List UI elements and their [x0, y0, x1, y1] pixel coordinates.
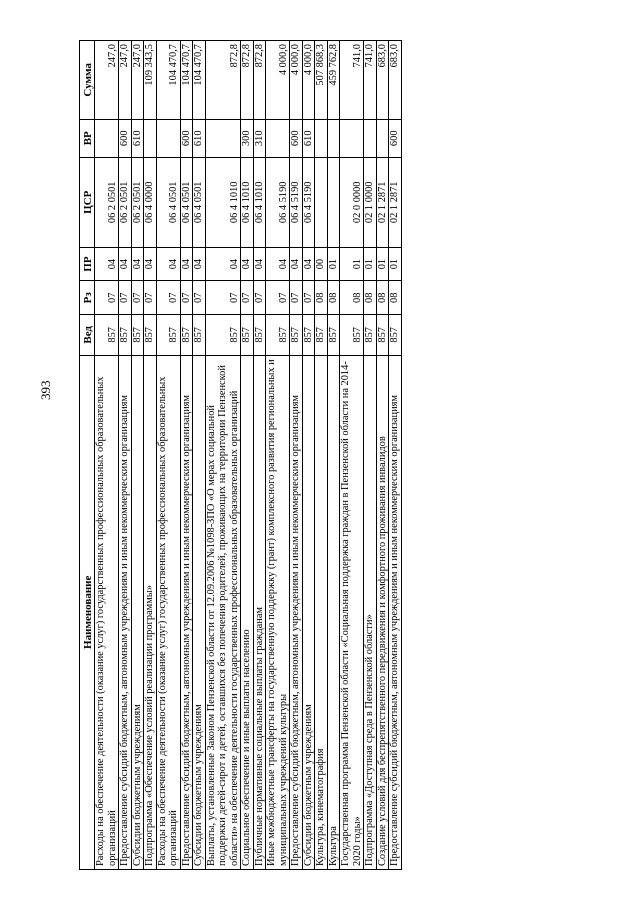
cell-pr: 04 [180, 247, 193, 281]
table-row [95, 41, 119, 870]
cell-pr: 04 [131, 247, 144, 281]
table-row [364, 41, 377, 870]
cell-pr: 04 [156, 247, 180, 281]
cell-sum: 247,0 [95, 41, 119, 120]
cell-pr: 01 [340, 247, 364, 281]
cell-name: Расходы на обеспечение деятельности (оказание услуг) государственных профессиональных образовательных организаций [95, 355, 119, 869]
cell-rz: 08 [376, 281, 389, 315]
cell-csr: 06 4 0000 [144, 157, 157, 247]
header-rz: Рз [80, 281, 95, 315]
cell-sum: 683,0 [376, 41, 389, 120]
cell-csr: 02 1 0000 [364, 157, 377, 247]
cell-sum: 507 868,3 [315, 41, 328, 120]
cell-name: Социальное обеспечение и иные выплаты населению [241, 355, 254, 869]
cell-pr: 01 [327, 247, 340, 281]
table-row [180, 41, 193, 870]
cell-name: Предоставление субсидий бюджетным, автономным учреждениям и иным некоммерческим организациям [389, 355, 402, 869]
cell-vr [364, 119, 377, 157]
cell-name: Предоставление субсидий бюджетным, автономным учреждениям и иным некоммерческим организациям [290, 355, 303, 869]
cell-name: Создание условий для беспрепятственного передвижения и комфортного проживания инвалидов [376, 355, 389, 869]
cell-name: Субсидии бюджетным учреждениям [131, 355, 144, 869]
cell-rz: 07 [156, 281, 180, 315]
cell-ved: 857 [389, 315, 402, 355]
cell-csr: 06 4 5190 [266, 157, 290, 247]
cell-ved: 857 [340, 315, 364, 355]
cell-rz: 07 [180, 281, 193, 315]
cell-vr: 600 [389, 119, 402, 157]
cell-sum: 872,8 [241, 41, 254, 120]
cell-vr [376, 119, 389, 157]
header-csr: ЦСР [80, 157, 95, 247]
cell-csr: 06 4 1010 [253, 157, 266, 247]
cell-pr: 01 [376, 247, 389, 281]
cell-ved: 857 [253, 315, 266, 355]
header-pr: ПР [80, 247, 95, 281]
table-row [266, 41, 290, 870]
cell-rz: 07 [290, 281, 303, 315]
cell-name: Государственная программа Пензенской области «Социальная поддержка граждан в Пензенской области на 2014-2020 годы» [340, 355, 364, 869]
cell-csr: 06 4 1010 [205, 157, 241, 247]
cell-pr: 04 [241, 247, 254, 281]
table-row [253, 41, 266, 870]
header-sum: Сумма [80, 41, 95, 120]
cell-ved: 857 [131, 315, 144, 355]
cell-name: Иные межбюджетные трансферты на государственную поддержку (грант) комплексного развития региональных и муниципальных учреждений культуры [266, 355, 290, 869]
page-number: 393 [38, 380, 53, 400]
cell-csr: 06 2 0501 [95, 157, 119, 247]
cell-vr: 600 [290, 119, 303, 157]
table-row [302, 41, 315, 870]
cell-pr: 04 [290, 247, 303, 281]
table-row [156, 41, 180, 870]
cell-csr: 02 1 2871 [376, 157, 389, 247]
cell-ved: 857 [144, 315, 157, 355]
cell-name: Расходы на обеспечение деятельности (оказание услуг) государственных профессиональных образовательных организаций [156, 355, 180, 869]
cell-ved: 857 [180, 315, 193, 355]
cell-vr [205, 119, 241, 157]
table-row [144, 41, 157, 870]
table-row [376, 41, 389, 870]
cell-vr: 610 [193, 119, 206, 157]
header-name: Наименование [80, 355, 95, 869]
table-row [315, 41, 328, 870]
cell-ved: 857 [364, 315, 377, 355]
cell-ved: 857 [156, 315, 180, 355]
cell-csr [315, 157, 328, 247]
cell-ved: 857 [205, 315, 241, 355]
cell-ved: 857 [327, 315, 340, 355]
cell-pr: 01 [389, 247, 402, 281]
budget-table [79, 40, 402, 870]
cell-csr: 06 2 0501 [119, 157, 132, 247]
table-row [340, 41, 364, 870]
cell-sum: 872,8 [253, 41, 266, 120]
cell-rz: 07 [144, 281, 157, 315]
cell-sum: 104 470,7 [180, 41, 193, 120]
table-row [205, 41, 241, 870]
cell-vr [156, 119, 180, 157]
cell-name: Субсидии бюджетным учреждениям [302, 355, 315, 869]
cell-name: Предоставление субсидий бюджетным, автономным учреждениям и иным некоммерческим организациям [180, 355, 193, 869]
cell-ved: 857 [193, 315, 206, 355]
cell-csr: 06 4 0501 [193, 157, 206, 247]
cell-rz: 07 [95, 281, 119, 315]
cell-rz: 08 [327, 281, 340, 315]
cell-ved: 857 [376, 315, 389, 355]
cell-ved: 857 [119, 315, 132, 355]
cell-vr [340, 119, 364, 157]
cell-pr: 01 [364, 247, 377, 281]
table-row [327, 41, 340, 870]
cell-name: Публичные нормативные социальные выплаты гражданам [253, 355, 266, 869]
cell-rz: 07 [253, 281, 266, 315]
cell-vr [327, 119, 340, 157]
cell-rz: 08 [389, 281, 402, 315]
table-row [389, 41, 402, 870]
cell-vr: 600 [119, 119, 132, 157]
cell-ved: 857 [315, 315, 328, 355]
cell-ved: 857 [302, 315, 315, 355]
cell-csr [327, 157, 340, 247]
cell-rz: 07 [241, 281, 254, 315]
cell-csr: 06 4 5190 [302, 157, 315, 247]
cell-rz: 07 [119, 281, 132, 315]
cell-pr: 04 [119, 247, 132, 281]
cell-pr: 04 [253, 247, 266, 281]
cell-pr: 04 [302, 247, 315, 281]
budget-table-rotated [79, 40, 559, 870]
cell-csr: 06 4 1010 [241, 157, 254, 247]
cell-csr: 06 2 0501 [131, 157, 144, 247]
table-row [193, 41, 206, 870]
cell-name: Подпрограмма «Доступная среда в Пензенской области» [364, 355, 377, 869]
cell-sum: 459 762,8 [327, 41, 340, 120]
cell-vr [95, 119, 119, 157]
cell-sum: 104 470,7 [156, 41, 180, 120]
cell-ved: 857 [241, 315, 254, 355]
cell-name: Культура [327, 355, 340, 869]
cell-vr: 300 [241, 119, 254, 157]
cell-ved: 857 [95, 315, 119, 355]
table-body [95, 41, 402, 870]
cell-rz: 07 [266, 281, 290, 315]
cell-rz: 08 [364, 281, 377, 315]
cell-ved: 857 [290, 315, 303, 355]
cell-csr: 02 0 0000 [340, 157, 364, 247]
cell-csr: 06 4 0501 [156, 157, 180, 247]
cell-ved: 857 [266, 315, 290, 355]
cell-sum: 741,0 [340, 41, 364, 120]
cell-sum: 247,0 [131, 41, 144, 120]
cell-name: Выплаты, установленные Законом Пензенской области от 12.09.2006 №1098-ЗПО «О мерах социальной поддержки детей-сирот и детей, оставшихся без попечения родителей, проживающих на территории Пензенской области» на обеспечение деятельности государственных профессиональных образовательных организаций [205, 355, 241, 869]
cell-vr [315, 119, 328, 157]
cell-vr [266, 119, 290, 157]
cell-sum: 683,0 [389, 41, 402, 120]
cell-name: Подпрограмма «Обеспечение условий реализации программы» [144, 355, 157, 869]
table-row [131, 41, 144, 870]
cell-sum: 4 000,0 [302, 41, 315, 120]
header-vr: ВР [80, 119, 95, 157]
cell-pr: 04 [266, 247, 290, 281]
cell-vr [144, 119, 157, 157]
cell-rz: 07 [205, 281, 241, 315]
cell-sum: 872,8 [205, 41, 241, 120]
cell-rz: 07 [302, 281, 315, 315]
cell-csr: 06 4 0501 [180, 157, 193, 247]
cell-vr: 610 [302, 119, 315, 157]
cell-pr: 00 [315, 247, 328, 281]
table-row [290, 41, 303, 870]
cell-rz: 07 [131, 281, 144, 315]
cell-name: Предоставление субсидий бюджетным, автономным учреждениям и иным некоммерческим организациям [119, 355, 132, 869]
cell-sum: 4 000,0 [266, 41, 290, 120]
cell-csr: 06 4 5190 [290, 157, 303, 247]
cell-sum: 247,0 [119, 41, 132, 120]
cell-pr: 04 [193, 247, 206, 281]
cell-rz: 08 [340, 281, 364, 315]
header-ved: Вед [80, 315, 95, 355]
cell-pr: 04 [144, 247, 157, 281]
cell-vr: 610 [131, 119, 144, 157]
cell-vr: 600 [180, 119, 193, 157]
cell-name: Культура, кинематография [315, 355, 328, 869]
cell-rz: 08 [315, 281, 328, 315]
table-row [119, 41, 132, 870]
cell-sum: 741,0 [364, 41, 377, 120]
table-row [241, 41, 254, 870]
cell-pr: 04 [95, 247, 119, 281]
cell-sum: 109 343,5 [144, 41, 157, 120]
cell-vr: 310 [253, 119, 266, 157]
table-header-row [80, 41, 95, 870]
cell-name: Субсидии бюджетным учреждениям [193, 355, 206, 869]
cell-sum: 4 000,0 [290, 41, 303, 120]
cell-rz: 07 [193, 281, 206, 315]
cell-pr: 04 [205, 247, 241, 281]
cell-csr: 02 1 2871 [389, 157, 402, 247]
cell-sum: 104 470,7 [193, 41, 206, 120]
